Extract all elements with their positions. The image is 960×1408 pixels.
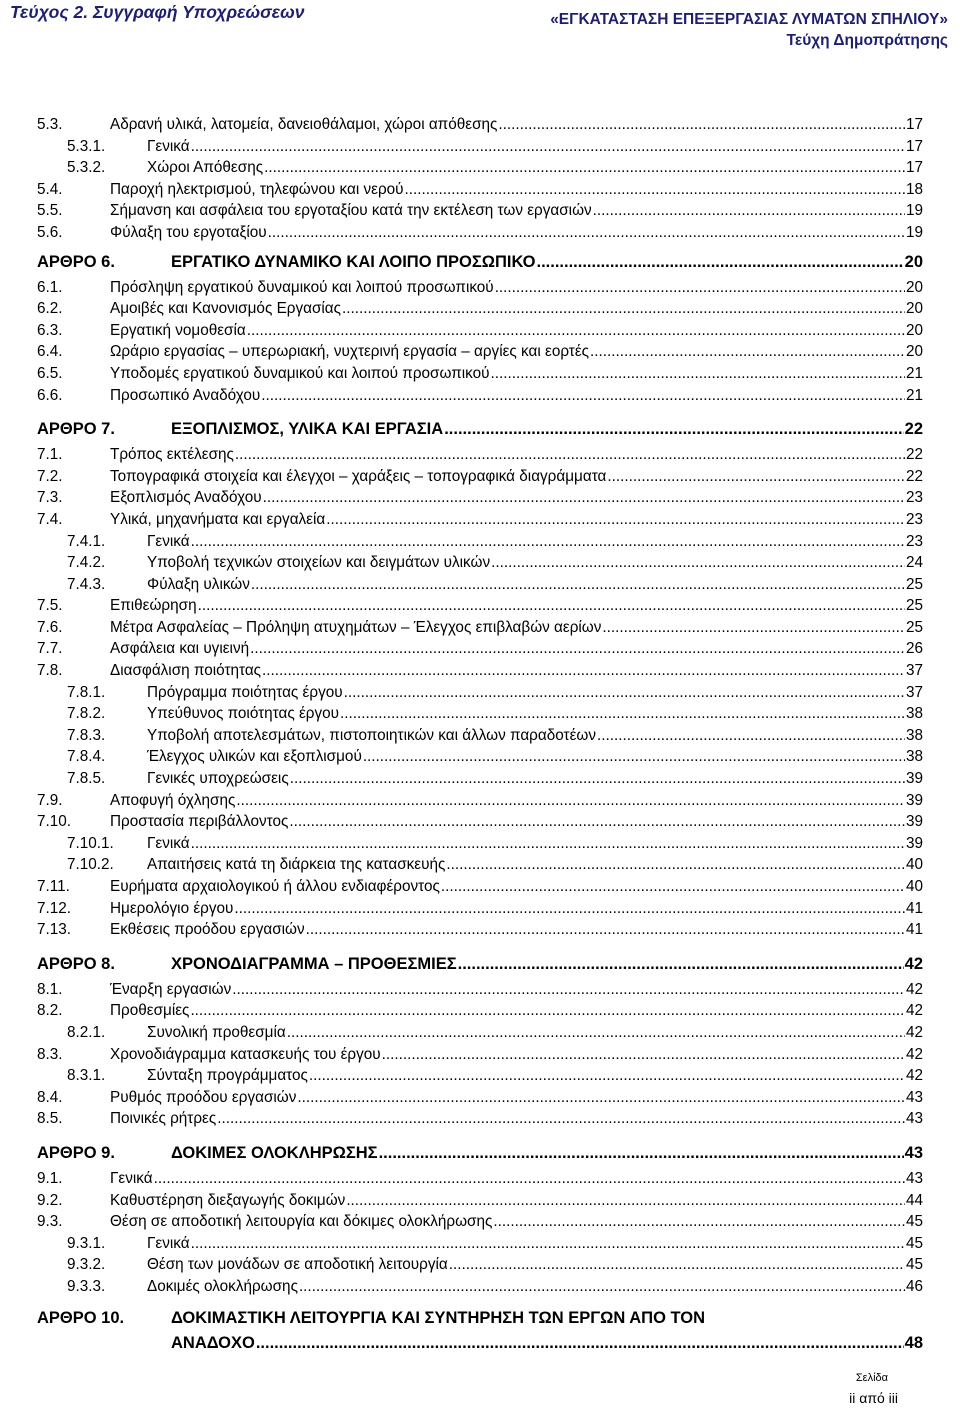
header-document-title: Τεύχος 2. Συγγραφή Υποχρεώσεων	[10, 2, 305, 22]
toc-number: 7.7.	[37, 640, 63, 658]
toc-page: 45	[905, 1213, 923, 1231]
toc-title: Επιθεώρηση	[110, 595, 198, 617]
toc-entry[interactable]	[37, 617, 923, 639]
toc-page: 21	[905, 386, 923, 404]
toc-article-number: ΑΡΘΡΟ 10.	[37, 1308, 125, 1327]
toc-title: Σύνταξη προγράμματος	[147, 1065, 309, 1087]
toc-entry[interactable]	[37, 179, 923, 201]
toc-article-title-line1: ΔΟΚΙΜΑΣΤΙΚΗ ΛΕΙΤΟΥΡΓΙΑ ΚΑΙ ΣΥΝΤΗΡΗΣΗ ΤΩΝ ΕΡΓΩΝ ΑΠΟ ΤΟΝ	[171, 1306, 706, 1330]
toc-page: 17	[905, 137, 923, 155]
toc-title: Προσωπικό Αναδόχου	[110, 385, 261, 407]
toc-leader	[198, 595, 905, 617]
toc-entry[interactable]	[37, 898, 923, 920]
toc-page: 25	[905, 575, 923, 593]
toc-leader	[287, 1022, 905, 1044]
toc-entry[interactable]	[37, 200, 923, 222]
toc-title: Φύλαξη υλικών	[147, 574, 251, 596]
toc-title: Προθεσμίες	[110, 1000, 190, 1022]
toc-number: 7.4.3.	[67, 575, 106, 593]
toc-page: 42	[905, 1002, 923, 1020]
toc-leader	[493, 1211, 905, 1233]
toc-page: 38	[905, 705, 923, 723]
toc-page: 22	[904, 420, 923, 439]
toc-leader	[217, 1108, 905, 1130]
toc-number: 9.3.	[37, 1213, 63, 1231]
toc-number: 7.8.3.	[67, 726, 106, 744]
toc-leader	[268, 222, 905, 244]
toc-page: 41	[905, 899, 923, 917]
footer-page-number: ii από iii	[849, 1390, 898, 1406]
toc-number: 7.2.	[37, 467, 63, 485]
toc-entry[interactable]	[37, 531, 923, 553]
toc-entry[interactable]	[37, 1065, 923, 1087]
toc-number: 7.8.2.	[67, 705, 106, 723]
toc-title: Υποβολή τεχνικών στοιχείων και δειγμάτων υλικών	[147, 552, 491, 574]
toc-entry[interactable]	[37, 1254, 923, 1276]
toc-page: 20	[905, 300, 923, 318]
toc-page: 43	[905, 1088, 923, 1106]
toc-number: 8.3.	[37, 1045, 63, 1063]
toc-entry[interactable]	[37, 768, 923, 790]
toc-number: 6.6.	[37, 386, 63, 404]
toc-article-entry[interactable]	[37, 1306, 923, 1356]
toc-entry[interactable]	[37, 1190, 923, 1212]
toc-page: 42	[904, 954, 923, 973]
toc-title: Αμοιβές και Κανονισμός Εργασίας	[110, 298, 342, 320]
toc-page: 39	[905, 834, 923, 852]
toc-article-title: ΧΡΟΝΟΔΙΑΓΡΑΜΜΑ – ΠΡΟΘΕΣΜΙΕΣ	[171, 949, 458, 979]
toc-entry[interactable]	[37, 1022, 923, 1044]
toc-leader	[297, 1087, 905, 1109]
toc-title: Γενικά	[147, 1233, 191, 1255]
toc-title: Σήμανση και ασφάλεια του εργοταξίου κατά την εκτέλεση των εργασιών	[110, 200, 593, 222]
toc-title: Ρυθμός προόδου εργασιών	[110, 1087, 297, 1109]
toc-page: 21	[905, 364, 923, 382]
toc-entry[interactable]	[37, 444, 923, 466]
toc-title: Υποδομές εργατικού δυναμικού και λοιπού προσωπικού	[110, 363, 491, 385]
toc-entry[interactable]	[37, 790, 923, 812]
toc-article-entry[interactable]	[37, 247, 923, 277]
toc-title: Υποβολή αποτελεσμάτων, πιστοποιητικών και άλλων παραδοτέων	[147, 725, 597, 747]
toc-number: 7.3.	[37, 489, 63, 507]
toc-title: Γενικά	[110, 1168, 154, 1190]
toc-leader	[382, 1044, 905, 1066]
toc-entry[interactable]	[37, 222, 923, 244]
toc-title: Υλικά, μηχανήματα και εργαλεία	[110, 509, 326, 531]
toc-page: 20	[904, 252, 923, 271]
toc-number: 7.8.5.	[67, 770, 106, 788]
toc-number: 7.12.	[37, 899, 72, 917]
toc-leader	[590, 341, 905, 363]
toc-page: 37	[905, 683, 923, 701]
toc-entry[interactable]	[37, 1233, 923, 1255]
toc-entry[interactable]	[37, 703, 923, 725]
toc-leader	[306, 919, 905, 941]
toc-leader	[458, 949, 904, 979]
toc-article-number: ΑΡΘΡΟ 9.	[37, 1143, 115, 1162]
toc-leader	[491, 363, 905, 385]
toc-leader	[289, 811, 905, 833]
toc-number: 7.5.	[37, 597, 63, 615]
toc-leader	[363, 746, 905, 768]
toc-title: Ημερολόγιο έργου	[110, 898, 234, 920]
toc-title: Εξοπλισμός Αναδόχου	[110, 487, 263, 509]
toc-title: Θέση σε αποδοτική λειτουργία και δόκιμες ολοκλήρωσης	[110, 1211, 493, 1233]
toc-leader	[326, 509, 905, 531]
toc-title: Απαιτήσεις κατά τη διάρκεια της κατασκευής	[147, 854, 446, 876]
toc-title: Τοπογραφικά στοιχεία και έλεγχοι – χαράξεις – τοπογραφικά διαγράμματα	[110, 466, 607, 488]
toc-leader	[346, 1190, 905, 1212]
toc-number: 8.4.	[37, 1088, 63, 1106]
toc-title: Γενικές υποχρεώσεις	[147, 768, 290, 790]
toc-leader	[232, 979, 905, 1001]
toc-page: 41	[905, 921, 923, 939]
toc-article-entry[interactable]	[37, 949, 923, 979]
toc-number: 7.10.1.	[67, 834, 114, 852]
toc-title: Αδρανή υλικά, λατομεία, δανειοθάλαμοι, χώροι απόθεσης	[110, 114, 498, 136]
toc-number: 5.4.	[37, 180, 63, 198]
toc-entry[interactable]	[37, 466, 923, 488]
toc-leader	[191, 833, 905, 855]
toc-number: 5.5.	[37, 202, 63, 220]
toc-title: Θέση των μονάδων σε αποδοτική λειτουργία	[147, 1254, 449, 1276]
toc-number: 7.11.	[37, 878, 70, 895]
toc-title: Πρόγραμμα ποιότητας έργου	[147, 682, 344, 704]
toc-number: 7.1.	[37, 446, 63, 464]
toc-leader	[235, 444, 905, 466]
toc-title: Γενικά	[147, 531, 191, 553]
toc-title: Συνολική προθεσμία	[147, 1022, 287, 1044]
toc-number: 7.4.1.	[67, 532, 106, 550]
toc-number: 9.3.1.	[67, 1234, 106, 1252]
toc-page: 22	[905, 446, 923, 464]
toc-number: 8.5.	[37, 1110, 63, 1128]
toc-leader	[495, 277, 905, 299]
toc-page: 40	[905, 856, 923, 874]
toc-entry[interactable]	[37, 811, 923, 833]
toc-leader	[191, 1233, 905, 1255]
toc-leader	[263, 487, 905, 509]
toc-number: 7.4.	[37, 510, 63, 528]
toc-title: Προστασία περιβάλλοντος	[110, 811, 289, 833]
toc-article-title: ΕΞΟΠΛΙΣΜΟΣ, ΥΛΙΚΑ ΚΑΙ ΕΡΓΑΣΙΑ	[171, 414, 444, 444]
toc-entry[interactable]	[37, 1168, 923, 1190]
toc-title: Ασφάλεια και υγιεινή	[110, 638, 250, 660]
toc-leader	[190, 1000, 905, 1022]
toc-title: Ποινικές ρήτρες	[110, 1108, 217, 1130]
toc-article-title-line2: ΑΝΑΔΟΧΟ	[171, 1330, 256, 1356]
toc-number: 8.1.	[37, 980, 63, 998]
toc-leader	[344, 682, 905, 704]
toc-entry[interactable]	[37, 487, 923, 509]
toc-title: Πρόσληψη εργατικού δυναμικού και λοιπού προσωπικού	[110, 277, 495, 299]
toc-entry[interactable]	[37, 157, 923, 179]
toc-page: 39	[905, 770, 923, 788]
toc-page: 38	[905, 726, 923, 744]
toc-title: Χώροι Απόθεσης	[147, 157, 264, 179]
toc-page: 39	[905, 791, 923, 809]
toc-leader	[236, 790, 905, 812]
toc-article-number: ΑΡΘΡΟ 7.	[37, 420, 115, 439]
toc-page: 42	[905, 1045, 923, 1063]
toc-entry[interactable]	[37, 595, 923, 617]
toc-leader	[299, 1276, 905, 1298]
toc-page: 45	[905, 1256, 923, 1274]
toc-number: 7.8.	[37, 662, 63, 680]
toc-page: 40	[905, 878, 923, 895]
toc-page: 38	[905, 748, 923, 766]
toc-entry[interactable]	[37, 277, 923, 299]
toc-number: 8.2.	[37, 1002, 63, 1020]
toc-title: Έναρξη εργασιών	[110, 979, 232, 1001]
toc-leader	[247, 320, 905, 342]
toc-page: 23	[905, 489, 923, 507]
toc-page: 17	[905, 116, 923, 133]
toc-page: 45	[905, 1234, 923, 1252]
toc-page: 25	[905, 618, 923, 636]
toc-leader	[340, 703, 905, 725]
toc-page: 23	[905, 532, 923, 550]
toc-leader	[405, 179, 905, 201]
toc-leader	[593, 200, 905, 222]
toc-entry[interactable]	[37, 363, 923, 385]
toc-number: 8.3.1.	[67, 1067, 106, 1085]
toc-page: 17	[905, 159, 923, 177]
toc-leader	[379, 1138, 904, 1168]
toc-number: 5.3.2.	[67, 159, 106, 177]
toc-article-entry[interactable]	[37, 414, 923, 444]
toc-page: 20	[905, 278, 923, 296]
toc-leader	[309, 1065, 905, 1087]
toc-number: 5.3.1.	[67, 137, 106, 155]
toc-number: 6.5.	[37, 364, 63, 382]
toc-page: 19	[905, 223, 923, 241]
toc-leader	[491, 552, 905, 574]
toc-number: 7.8.4.	[67, 748, 106, 766]
toc-page: 22	[905, 467, 923, 485]
toc-title: Έλεγχος υλικών και εξοπλισμού	[147, 746, 363, 768]
toc-leader	[602, 617, 905, 639]
toc-leader	[256, 1330, 904, 1356]
toc-leader	[498, 114, 905, 136]
toc-leader	[290, 768, 905, 790]
toc-leader	[191, 531, 905, 553]
toc-title: Μέτρα Ασφαλείας – Πρόληψη ατυχημάτων – Έλεγχος επιβλαβών αερίων	[110, 617, 602, 639]
toc-number: 5.3.	[37, 116, 63, 133]
toc-title: Εκθέσεις προόδου εργασιών	[110, 919, 306, 941]
toc-entry[interactable]	[37, 854, 923, 876]
toc-leader	[262, 660, 905, 682]
toc-entry[interactable]	[37, 320, 923, 342]
toc-page: 42	[905, 980, 923, 998]
toc-page: 20	[905, 343, 923, 361]
toc-title: Διασφάλιση ποιότητας	[110, 660, 262, 682]
toc-leader	[449, 1254, 905, 1276]
toc-entry[interactable]	[37, 1044, 923, 1066]
toc-leader	[261, 385, 905, 407]
toc-entry[interactable]	[37, 1087, 923, 1109]
toc-title: Ευρήματα αρχαιολογικού ή άλλου ενδιαφέροντος	[110, 876, 441, 898]
toc-entry[interactable]	[37, 660, 923, 682]
toc-page: 37	[905, 662, 923, 680]
toc-number: 6.2.	[37, 300, 63, 318]
toc-entry[interactable]	[37, 298, 923, 320]
toc-entry[interactable]	[37, 341, 923, 363]
toc-title: Γενικά	[147, 833, 191, 855]
toc-entry[interactable]	[37, 876, 923, 898]
toc-entry[interactable]	[37, 552, 923, 574]
toc-leader	[441, 876, 905, 898]
toc-number: 9.1.	[37, 1169, 63, 1187]
toc-page: 44	[905, 1191, 923, 1209]
toc-leader	[264, 157, 905, 179]
toc-page: 46	[905, 1277, 923, 1295]
toc-number: 7.10.2.	[67, 856, 114, 874]
toc-page: 42	[905, 1067, 923, 1085]
toc-entry[interactable]	[37, 574, 923, 596]
toc-leader	[607, 466, 905, 488]
toc-entry[interactable]	[37, 509, 923, 531]
toc-entry[interactable]	[37, 919, 923, 941]
toc-number: 6.4.	[37, 343, 63, 361]
toc-title: Καθυστέρηση διεξαγωγής δοκιμών	[110, 1190, 346, 1212]
table-of-contents	[37, 114, 923, 1356]
toc-number: 7.13.	[37, 921, 72, 939]
toc-article-title: ΕΡΓΑΤΙΚΟ ΔΥΝΑΜΙΚΟ ΚΑΙ ΛΟΙΠΟ ΠΡΟΣΩΠΙΚΟ	[171, 247, 537, 277]
toc-leader	[191, 136, 905, 158]
toc-page: 43	[904, 1143, 923, 1162]
toc-number: 7.9.	[37, 791, 63, 809]
toc-page: 42	[905, 1023, 923, 1041]
toc-title: Ωράριο εργασίας – υπερωριακή, νυχτερινή εργασία – αργίες και εορτές	[110, 341, 590, 363]
header-project-name: «ΕΓΚΑΤΑΣΤΑΣΗ ΕΠΕΞΕΡΓΑΣΙΑΣ ΛΥΜΑΤΩΝ ΣΠΗΛΙΟΥ»	[550, 11, 948, 28]
toc-title: Εργατική νομοθεσία	[110, 320, 247, 342]
toc-leader	[234, 898, 905, 920]
toc-page: 48	[904, 1333, 923, 1352]
toc-page: 19	[905, 202, 923, 220]
toc-entry[interactable]	[37, 385, 923, 407]
toc-number: 7.6.	[37, 618, 63, 636]
header-document-type: Τεύχη Δημοπράτησης	[786, 32, 948, 49]
toc-title: Γενικά	[147, 136, 191, 158]
toc-entry[interactable]	[37, 725, 923, 747]
toc-title: Υπεύθυνος ποιότητας έργου	[147, 703, 340, 725]
toc-entry[interactable]	[37, 1108, 923, 1130]
toc-entry[interactable]	[37, 1000, 923, 1022]
toc-number: 7.4.2.	[67, 554, 106, 572]
toc-article-title: ΔΟΚΙΜΕΣ ΟΛΟΚΛΗΡΩΣΗΣ	[171, 1138, 379, 1168]
toc-leader	[342, 298, 905, 320]
toc-number: 9.3.2.	[67, 1256, 106, 1274]
toc-article-entry[interactable]	[37, 1138, 923, 1168]
toc-leader	[446, 854, 905, 876]
toc-page: 43	[905, 1110, 923, 1128]
toc-number: 5.6.	[37, 223, 63, 241]
toc-number: 8.2.1.	[67, 1023, 106, 1041]
toc-leader	[597, 725, 905, 747]
toc-entry[interactable]	[37, 114, 923, 136]
toc-title: Τρόπος εκτέλεσης	[110, 444, 235, 466]
toc-entry[interactable]	[37, 833, 923, 855]
toc-article-number: ΑΡΘΡΟ 6.	[37, 252, 115, 271]
footer-page-label: Σελίδα	[855, 1372, 888, 1384]
toc-entry[interactable]	[37, 136, 923, 158]
toc-article-number: ΑΡΘΡΟ 8.	[37, 954, 115, 973]
toc-number: 6.1.	[37, 278, 63, 296]
toc-number: 7.10.	[37, 813, 72, 831]
toc-entry[interactable]	[37, 1276, 923, 1298]
toc-leader	[250, 638, 905, 660]
toc-number: 7.8.1.	[67, 683, 106, 701]
toc-number: 9.2.	[37, 1191, 63, 1209]
toc-leader	[154, 1168, 905, 1190]
toc-page: 23	[905, 510, 923, 528]
toc-title: Δοκιμές ολοκλήρωσης	[147, 1276, 299, 1298]
toc-page: 43	[905, 1169, 923, 1187]
toc-page: 25	[905, 597, 923, 615]
toc-entry[interactable]	[37, 1211, 923, 1233]
toc-title: Παροχή ηλεκτρισμού, τηλεφώνου και νερού	[110, 179, 405, 201]
toc-leader	[537, 247, 904, 277]
toc-entry[interactable]	[37, 682, 923, 704]
toc-title: Αποφυγή όχλησης	[110, 790, 236, 812]
toc-entry[interactable]	[37, 979, 923, 1001]
toc-page: 39	[905, 813, 923, 831]
toc-page: 20	[905, 321, 923, 339]
toc-title: Φύλαξη του εργοταξίου	[110, 222, 268, 244]
toc-page: 26	[905, 640, 923, 658]
toc-number: 6.3.	[37, 321, 63, 339]
toc-leader	[251, 574, 905, 596]
toc-page: 24	[905, 554, 923, 572]
toc-leader	[444, 414, 903, 444]
toc-number: 9.3.3.	[67, 1277, 106, 1295]
toc-title: Χρονοδιάγραμμα κατασκευής του έργου	[110, 1044, 382, 1066]
toc-entry[interactable]	[37, 746, 923, 768]
toc-page: 18	[905, 180, 923, 198]
header-project-title	[550, 9, 948, 51]
toc-entry[interactable]	[37, 638, 923, 660]
